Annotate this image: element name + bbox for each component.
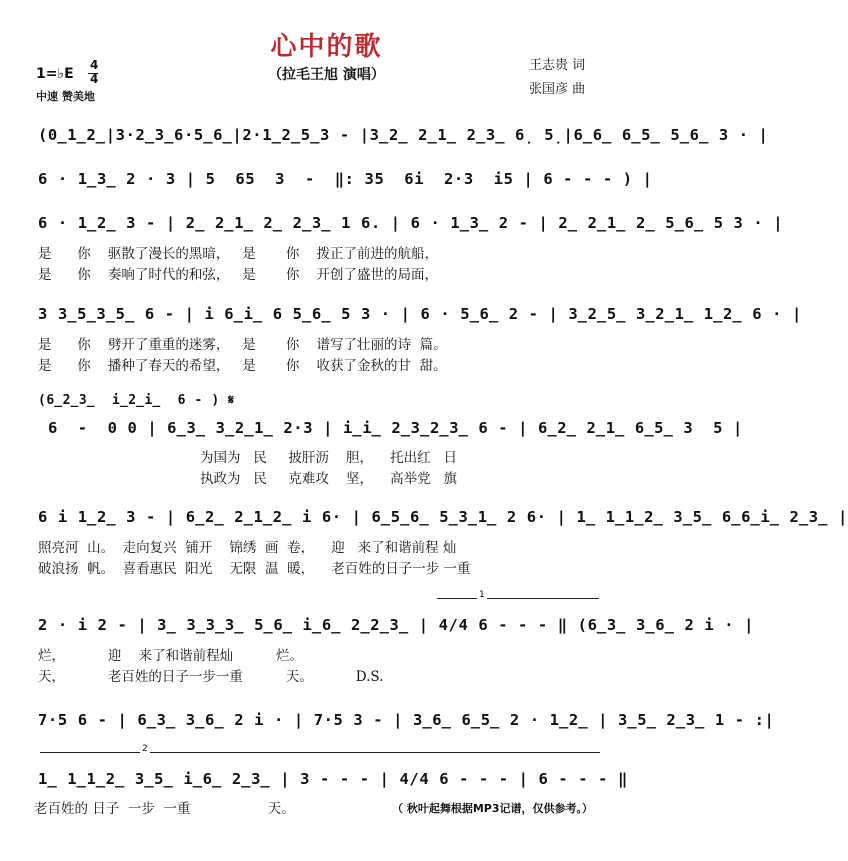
lyrics-line-7a: 烂， 迎 来了和谐前程灿 烂。: [38, 648, 303, 664]
score-line-9: 1̲ 1̲1̲2̲ 3̲5̲ i̲6̲ 2̲3̲ | 3 - - - | 4/4 6 - - - | 6 - - - ‖: [38, 770, 628, 788]
score-line-6: 6 i 1̲2̲ 3 - | 6̲2̲ 2̲1̲2̲ i 6· | 6̲5̲6̲ 5̲3̲1̲ 2 6· | 1̲ 1̲1̲2̲ 3̲5̲ 6̲6̲i̲ 2̲3̲ |: [38, 508, 848, 526]
performer-subtitle: （拉毛王旭 演唱）: [268, 67, 385, 83]
lyrics-line-3a: 是 你 驱散了漫长的黑暗， 是 你 拨正了前进的航船，: [38, 246, 438, 262]
lyrics-line-6b: 破浪扬 帆。 喜看惠民 阳光 无限 温 暖， 老百姓的日子一步 一重: [38, 561, 471, 577]
score-line-1: (0̲1̲2̲|3·2̲3̲6·5̲6̲|2·1̲2̲5̲3 - |3̲2̲ 2̲1̲ 2̲3̲ 6̣ 5̣|6̲6̲ 6̲5̲ 5̲6̲ 3 · |: [38, 126, 769, 144]
song-title: 心中的歌: [270, 32, 383, 62]
score-line-5-intro: (6̲2̲3̲ i̲2̲i̲ 6 - ) 𝄋: [38, 393, 235, 408]
score-line-3: 6 · 1̲2̲ 3 - | 2̲ 2̲1̲ 2̲ 2̲3̲ 1 6. | 6 · 1̲3̲ 2 - | 2̲ 2̲1̲ 2̲ 5̲6̲ 5 3 · |: [38, 214, 784, 232]
tempo-marking: 中速 赞美地: [36, 90, 95, 103]
time-signature-top: 4: [90, 58, 99, 72]
lyrics-line-4b: 是 你 播种了春天的希望， 是 你 收获了金秋的甘 甜。: [38, 358, 447, 374]
score-line-8: 7·5 6 - | 6̲3̲ 3̲6̲ 2 i · | 7·5 3 - | 3̲6̲ 6̲5̲ 2 · 1̲2̲ | 3̲5̲ 2̲3̲ 1 - :|: [38, 711, 775, 729]
score-line-7: 2 · i 2 - | 3̲ 3̲3̲3̲ 5̲6̲ i̲6̲ 2̲2̲3̲ | 4/4 6 - - - ‖ (6̲3̲ 3̲6̲ 2 i · |: [38, 616, 755, 634]
key-signature: 1=♭E: [36, 66, 74, 82]
lyrics-line-4a: 是 你 劈开了重重的迷雾， 是 你 谱写了壮丽的诗 篇。: [38, 337, 447, 353]
lyrics-line-6a: 照亮河 山。 走向复兴 铺开 锦绣 画 卷， 迎 来了和谐前程 灿: [38, 540, 457, 556]
lyrics-line-5a: 为国为 民 披肝沥 胆， 托出红 日: [200, 450, 458, 466]
transcription-footnote: （ 秋叶起舞根据MP3记谱，仅供参考。）: [392, 802, 593, 815]
second-ending-label: 2: [142, 744, 148, 754]
score-line-5: 6 - 0 0 | 6̲3̲ 3̲2̲1̲ 2·3 | i̲i̲ 2̲3̲2̲3̲ 6 - | 6̲2̲ 2̲1̲ 6̲5̲ 3 5 |: [48, 419, 743, 437]
lyrics-line-5b: 执政为 民 克难攻 坚， 高举党 旗: [200, 471, 458, 487]
lyrics-line-3b: 是 你 奏响了时代的和弦， 是 你 开创了盛世的局面，: [38, 267, 438, 283]
lyrics-line-7b: 天， 老百姓的日子一步一重 天。 D.S.: [38, 669, 384, 685]
second-ending-bracket: [40, 744, 600, 754]
lyricist-credit: 王志贵 词: [529, 58, 586, 73]
composer-credit: 张国彦 曲: [529, 82, 586, 97]
first-ending-label: 1: [479, 590, 485, 600]
time-signature-bottom: 4: [90, 72, 99, 86]
first-ending-bracket: [437, 590, 599, 600]
score-line-4: 3 3̲5̲3̲5̲ 6 - | i 6̲i̲ 6 5̲6̲ 5 3 · | 6 · 5̲6̲ 2 - | 3̲2̲5̲ 3̲2̲1̲ 1̲2̲ 6 · |: [38, 305, 802, 323]
score-line-2: 6 · 1̲3̲ 2 · 3 | 5 65 3 - ‖: 35 6i 2·3 i5 | 6 - - - ) |: [38, 170, 653, 188]
lyrics-line-9: 老百姓的 日子 一步 一重 天。: [34, 801, 295, 817]
